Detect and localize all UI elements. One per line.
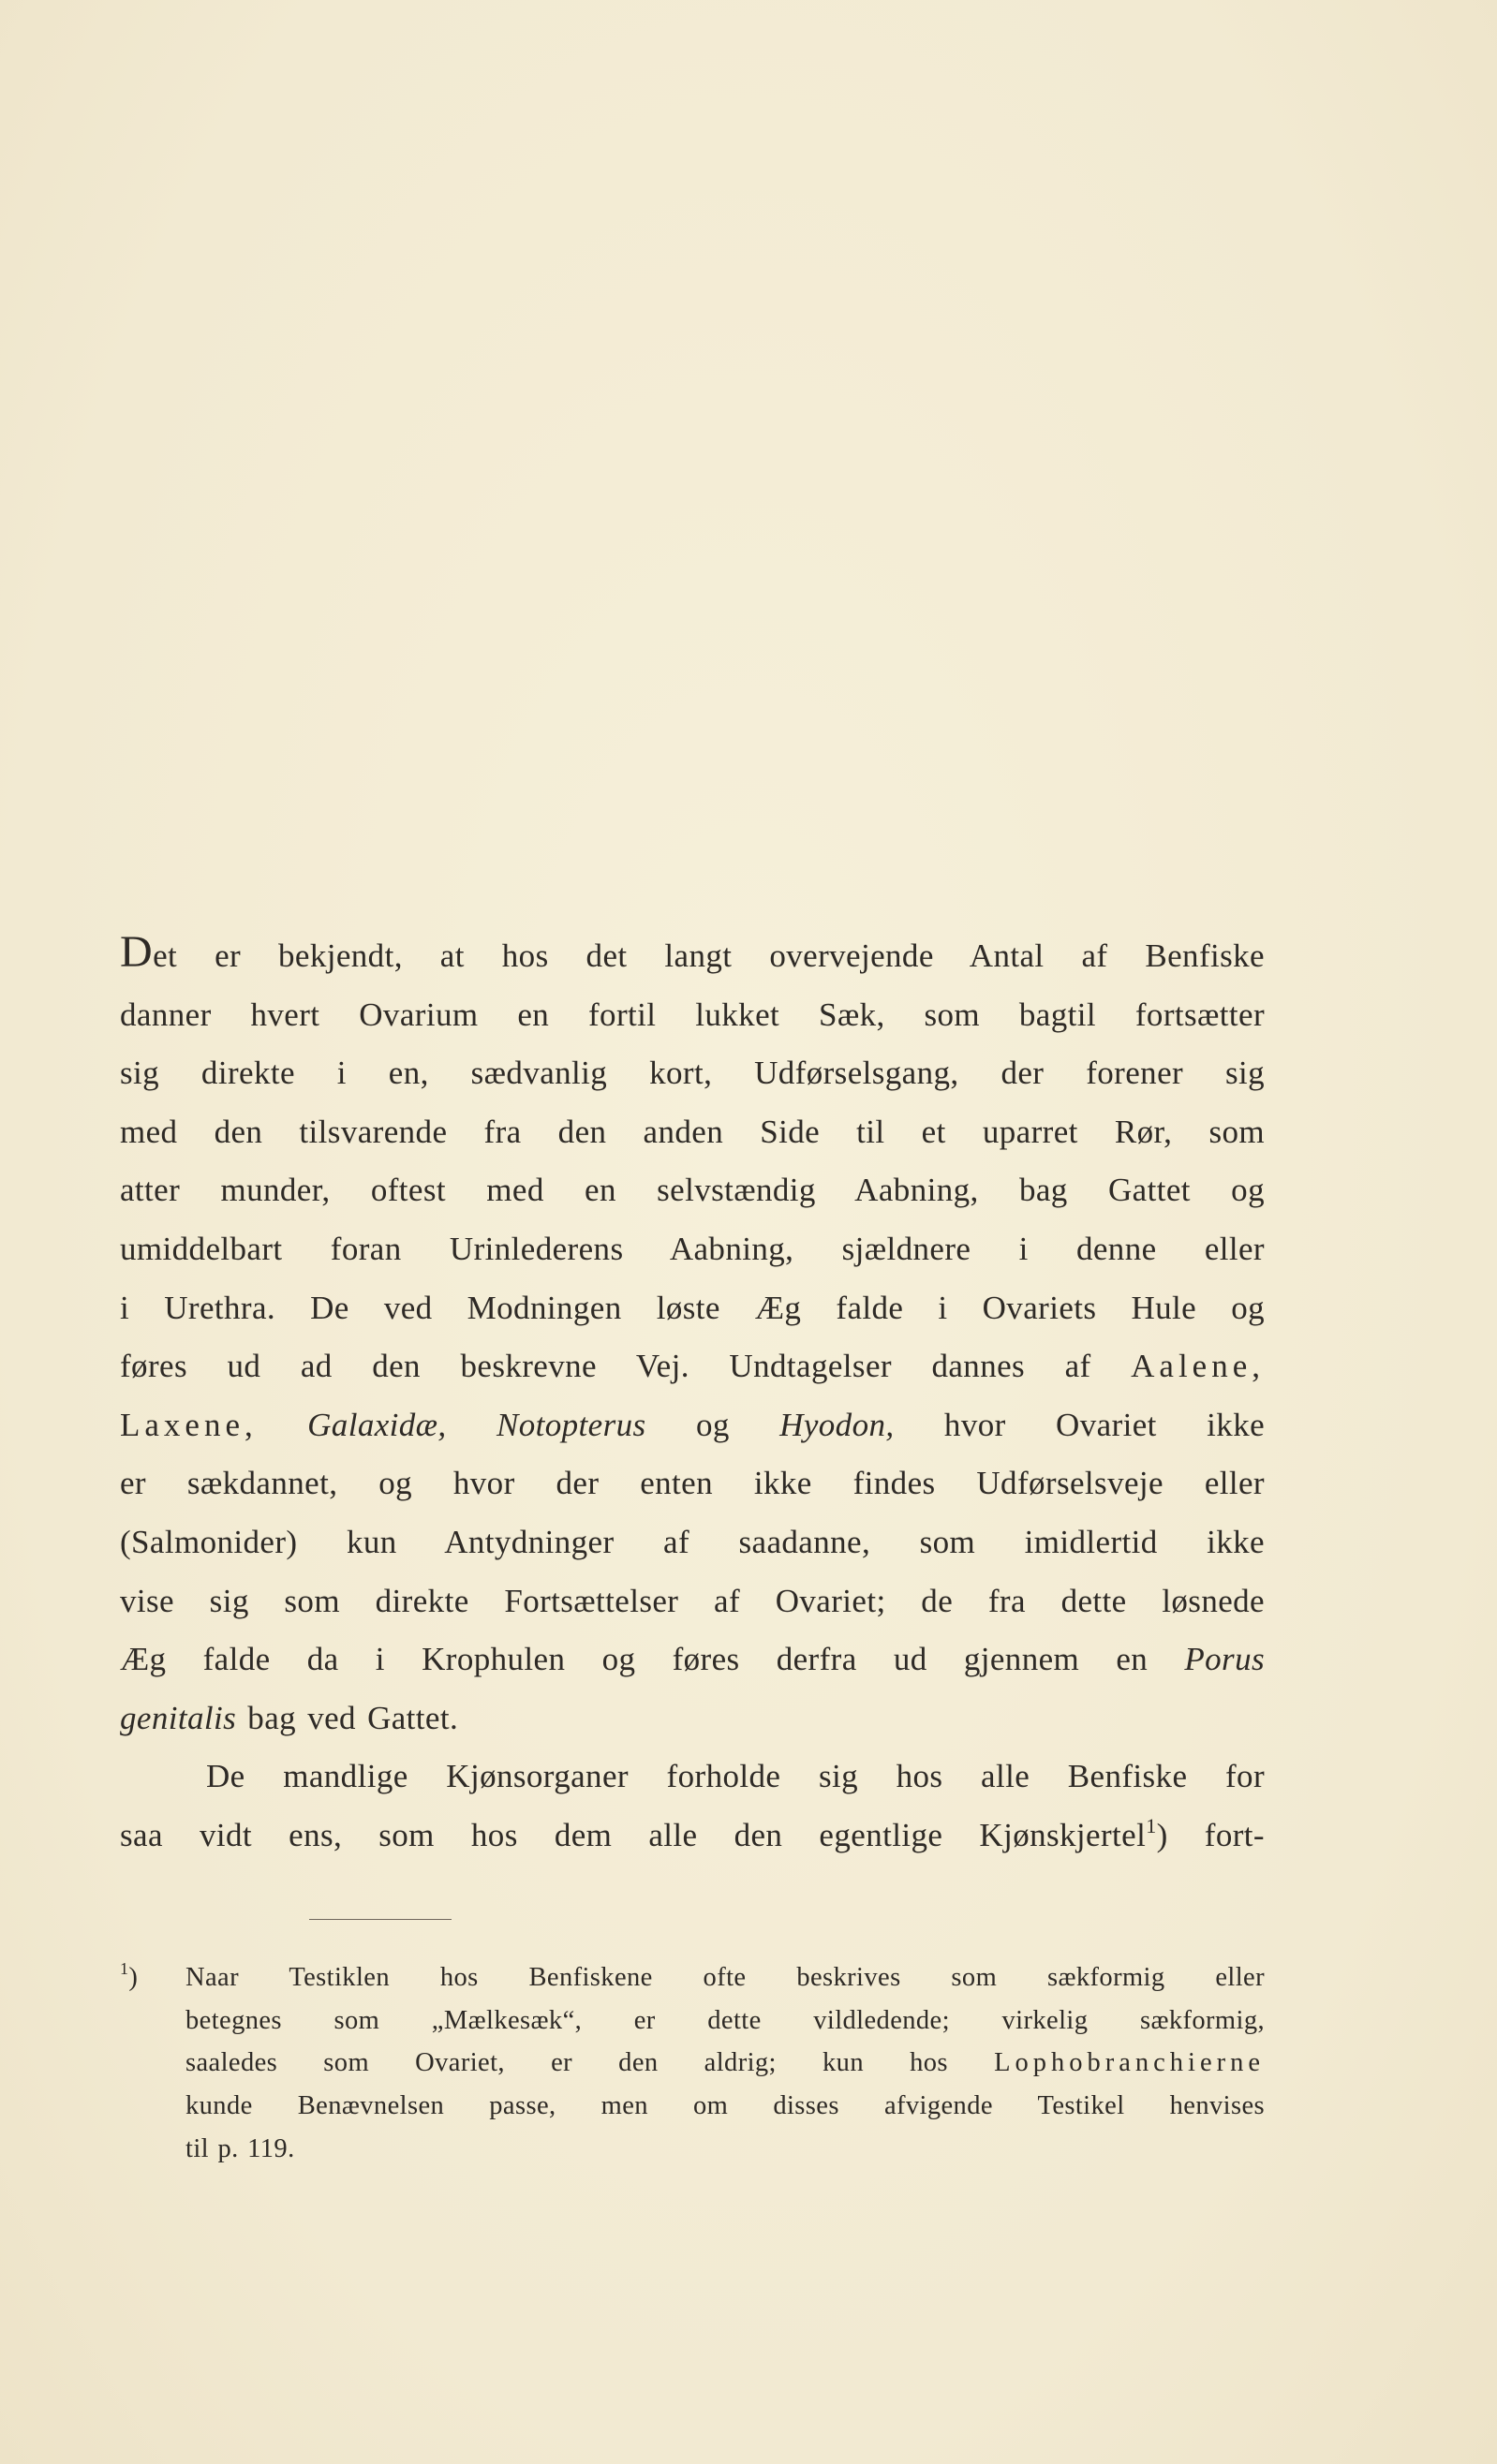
latin-term: genitalis [120,1699,237,1736]
main-paragraphs [120,927,1265,1866]
footnote-line: kunde Benævnelsen passe, men om disses afvigende Testikel henvises [185,2091,1265,2121]
spaced-term: Lophobranchierne [994,2048,1265,2078]
spaced-term: Laxene, [120,1406,258,1443]
footnote-line: til p. 119. [185,2133,295,2163]
text-line: atter munder, oftest med en selvstændig Aabning, bag Gattet og [120,1172,1265,1209]
latin-term: Porus [1184,1641,1265,1678]
text-line: føres ud ad den beskrevne Vej. Undtagelser dannes af Aalene, [120,1348,1265,1385]
taxon-name: Hyodon, [779,1406,895,1443]
text-line: sig direkte i en, sædvanlig kort, Udførselsgang, der forener sig [120,1055,1265,1092]
text-line: Det er bekjendt, at hos det langt overvejende Antal af Benfiske [120,927,1265,977]
footnote [120,1956,1265,2170]
footnote-reference: 1 [1146,1813,1157,1837]
text-line: (Salmonider) kun Antydninger af saadanne, som imidlertid ikke [120,1523,1265,1560]
spaced-term: Aalene, [1131,1348,1265,1385]
footnote-divider [309,1919,452,1920]
text-line: genitalis bag ved Gattet. [120,1699,459,1736]
text-line: Laxene, Galaxidæ, Notopterus og Hyodon, hvor Ovariet ikke [120,1406,1266,1443]
footnote-line: betegnes som „Mælkesæk“, er dette vildledende; virkelig sækformig, [185,2005,1265,2035]
drop-cap: D [120,927,154,977]
footnote-line: $^1$) Naar Testiklen hos Benfiskene ofte beskrives som sækformig eller [120,1956,1265,1999]
text-line: vise sig som direkte Fortsættelser af Ovariet; de fra dette løsnede [120,1582,1265,1619]
taxon-name: Galaxidæ, [307,1406,447,1443]
text-line: saa vidt ens, som hos dem alle den egentlige Kjønskjertel$^1$) fort- [120,1813,1265,1853]
text-line: danner hvert Ovarium en fortil lukket Sæk, som bagtil fortsætter [120,996,1265,1033]
text-line: med den tilsvarende fra den anden Side til et uparret Rør, som [120,1113,1265,1150]
footnote-marker: $^1$) [120,1959,139,1992]
footnote-line: saaledes som Ovariet, er den aldrig; kun hos Lophobranchierne [185,2048,1265,2078]
text-line: i Urethra. De ved Modningen løste Æg falde i Ovariets Hule og [120,1289,1265,1326]
taxon-name: Notopterus [496,1406,646,1443]
text-line: De mandlige Kjønsorganer forholde sig hos alle Benfiske for [206,1758,1265,1795]
text-line: Æg falde da i Krophulen og føres derfra ud gjennem en Porus [120,1641,1265,1678]
text-line: er sækdannet, og hvor der enten ikke findes Udførselsveje eller [120,1465,1265,1502]
text-line: umiddelbart foran Urinlederens Aabning, sjældnere i denne eller [120,1230,1265,1267]
